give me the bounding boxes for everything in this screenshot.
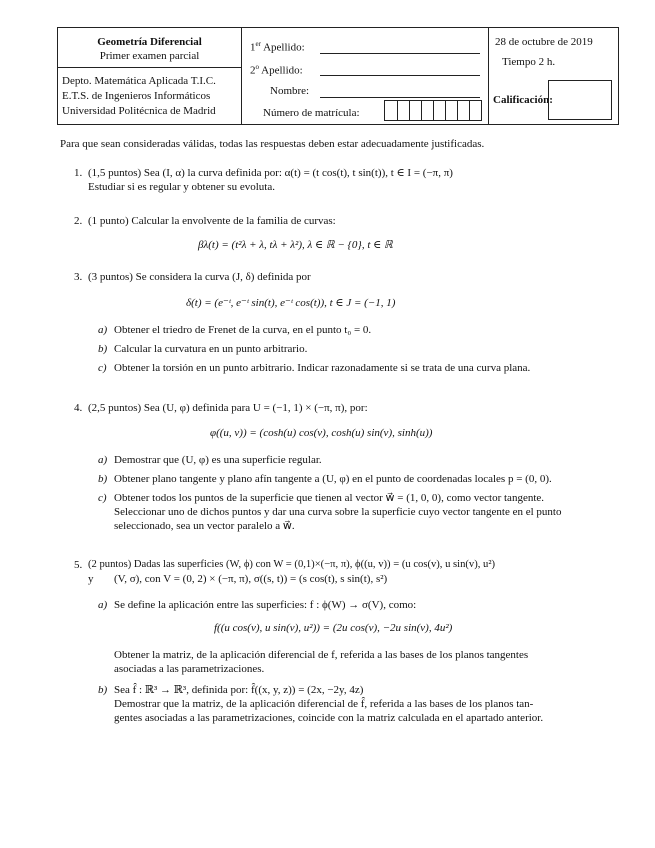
problem-3b-label: b) (98, 343, 108, 355)
problem-4a-label: a) (98, 454, 108, 466)
problem-5-statement-2: (V, σ), con V = (0, 2) × (−π, π), σ((s, t)) = (s cos(t), s sin(t), s²) (114, 573, 388, 585)
problem-1-statement: (1,5 puntos) Sea (I, α) la curva definida por: α(t) = (t cos(t), t sin(t)), t ∈ I = (−π, π) (88, 167, 453, 179)
id-box-sep (469, 101, 470, 120)
id-box-sep (397, 101, 398, 120)
exam-duration: Tiempo 2 h. (502, 56, 556, 68)
problem-3c-text: Obtener la torsión en un punto arbitrario. Indicar razonadamente si se trata de una curva plana. (114, 362, 531, 374)
problem-3b-text: Calcular la curvatura en un punto arbitrario. (114, 343, 308, 355)
problem-5b-text-3: gentes asociadas a las parametrizaciones, coincide con la matriz calculada en el apartado anterior. (114, 712, 544, 724)
problem-5a-text-2: Obtener la matriz, de la aplicación diferencial de f, referida a las bases de los planos tangentes (114, 649, 529, 661)
id-box-sep (409, 101, 410, 120)
problem-3-statement: (3 puntos) Se considera la curva (J, δ) definida por (88, 271, 311, 283)
first-surname-field[interactable] (320, 53, 480, 54)
problem-3a-label: a) (98, 324, 108, 336)
problem-2-statement: (1 punto) Calcular la envolvente de la familia de curvas: (88, 215, 336, 227)
problem-4-number: 4. (74, 402, 83, 414)
second-surname-prefix: 2 (250, 64, 256, 77)
problem-3-formula: δ(t) = (e⁻ᵗ, e⁻ᵗ sin(t), e⁻ᵗ cos(t)), t ∈ J = (−1, 1) (186, 297, 396, 309)
problem-5a-text-3: asociadas a las parametrizaciones. (114, 663, 265, 675)
exam-header (57, 27, 619, 125)
problem-2-number: 2. (74, 215, 83, 227)
problem-5a-text: Se define la aplicación entre las superficies: f : ϕ(W) → σ(V), como: (114, 599, 417, 611)
exam-title: Primer examen parcial (99, 50, 200, 62)
problem-5b-text-2: Demostrar que la matriz, de la aplicación diferencial de f̂, referida a las bases de los planos tan- (114, 698, 534, 710)
problem-4a-text: Demostrar que (U, φ) es una superficie regular. (114, 454, 322, 466)
first-surname-label (250, 40, 305, 54)
student-id-boxes[interactable] (384, 100, 482, 121)
problem-1-number: 1. (74, 167, 83, 179)
problem-4b-text: Obtener plano tangente y plano afín tangente a (U, φ) en el punto de coordenadas locales p = (0, 0). (114, 473, 552, 485)
problem-4c-text-3: seleccionado, sea un vector paralelo a w⃗. (114, 520, 295, 532)
problem-3-number: 3. (74, 271, 83, 283)
first-surname-sup: er (255, 40, 261, 48)
id-box-sep (457, 101, 458, 120)
problem-5b-text-1: Sea f̂ : ℝ³ → ℝ³, definida por: f̂((x, y, z)) = (2x, −2y, 4z) (114, 684, 364, 696)
header-divider-right (488, 28, 489, 124)
problem-4-statement: (2,5 puntos) Sea (U, φ) definida para U = (−1, 1) × (−π, π), por: (88, 402, 368, 414)
first-surname-prefix: 1 (250, 41, 256, 54)
department-line-2: E.T.S. de Ingenieros Informáticos (62, 90, 211, 102)
grade-label: Calificación: (493, 94, 553, 106)
grade-box (548, 80, 612, 120)
problem-5-and: y (88, 573, 94, 585)
header-divider-left (241, 28, 242, 124)
problem-4b-label: b) (98, 473, 108, 485)
instructions: Para que sean consideradas válidas, todas las respuestas deben estar adecuadamente justificadas. (60, 138, 485, 150)
id-box-sep (433, 101, 434, 120)
course-title: Geometría Diferencial (97, 36, 202, 48)
problem-5a-label: a) (98, 599, 108, 611)
exam-date: 28 de octubre de 2019 (495, 36, 593, 48)
problem-2-formula: βλ(t) = (t²λ + λ, tλ + λ²), λ ∈ ℝ − {0}, t ∈ ℝ (198, 239, 393, 251)
department-line-1: Depto. Matemática Aplicada T.I.C. (62, 75, 216, 87)
name-label: Nombre: (270, 85, 310, 97)
problem-4c-text-2: Seleccionar uno de dichos puntos y dar una curva sobre la superficie cuyo vector tangente en el punto (114, 506, 562, 518)
second-surname-label (250, 63, 303, 77)
first-surname-text: Apellido: (263, 41, 305, 54)
problem-3a-text: Obtener el triedro de Frenet de la curva, en el punto t₀ = 0. (114, 324, 372, 336)
problem-5b-label: b) (98, 684, 108, 696)
problem-4-formula: φ((u, v)) = (cosh(u) cos(v), cosh(u) sin(v), sinh(u)) (210, 427, 433, 439)
id-box-sep (421, 101, 422, 120)
student-id-label: Número de matrícula: (263, 107, 360, 119)
second-surname-field[interactable] (320, 75, 480, 76)
id-box-sep (445, 101, 446, 120)
second-surname-sup: o (255, 63, 259, 71)
problem-5a-formula: f((u cos(v), u sin(v), u²)) = (2u cos(v), −2u sin(v), 4u²) (214, 622, 453, 634)
problem-5-number: 5. (74, 559, 83, 571)
problem-4c-label: c) (98, 492, 107, 504)
problem-3c-label: c) (98, 362, 107, 374)
department-line-3: Universidad Politécnica de Madrid (62, 105, 216, 117)
problem-5-statement: (2 puntos) Dadas las superficies (W, ϕ) con W = (0,1)×(−π, π), ϕ((u, v)) = (u cos(v), u sin(v), u²) (88, 559, 496, 570)
header-divider-horizontal (58, 67, 241, 68)
second-surname-text: Apellido: (261, 64, 303, 77)
name-field[interactable] (320, 97, 480, 98)
problem-4c-text-1: Obtener todos los puntos de la superficie que tienen al vector w⃗ = (1, 0, 0), como vector tangente. (114, 492, 545, 504)
problem-1-task: Estudiar si es regular y obtener su evoluta. (88, 181, 275, 193)
